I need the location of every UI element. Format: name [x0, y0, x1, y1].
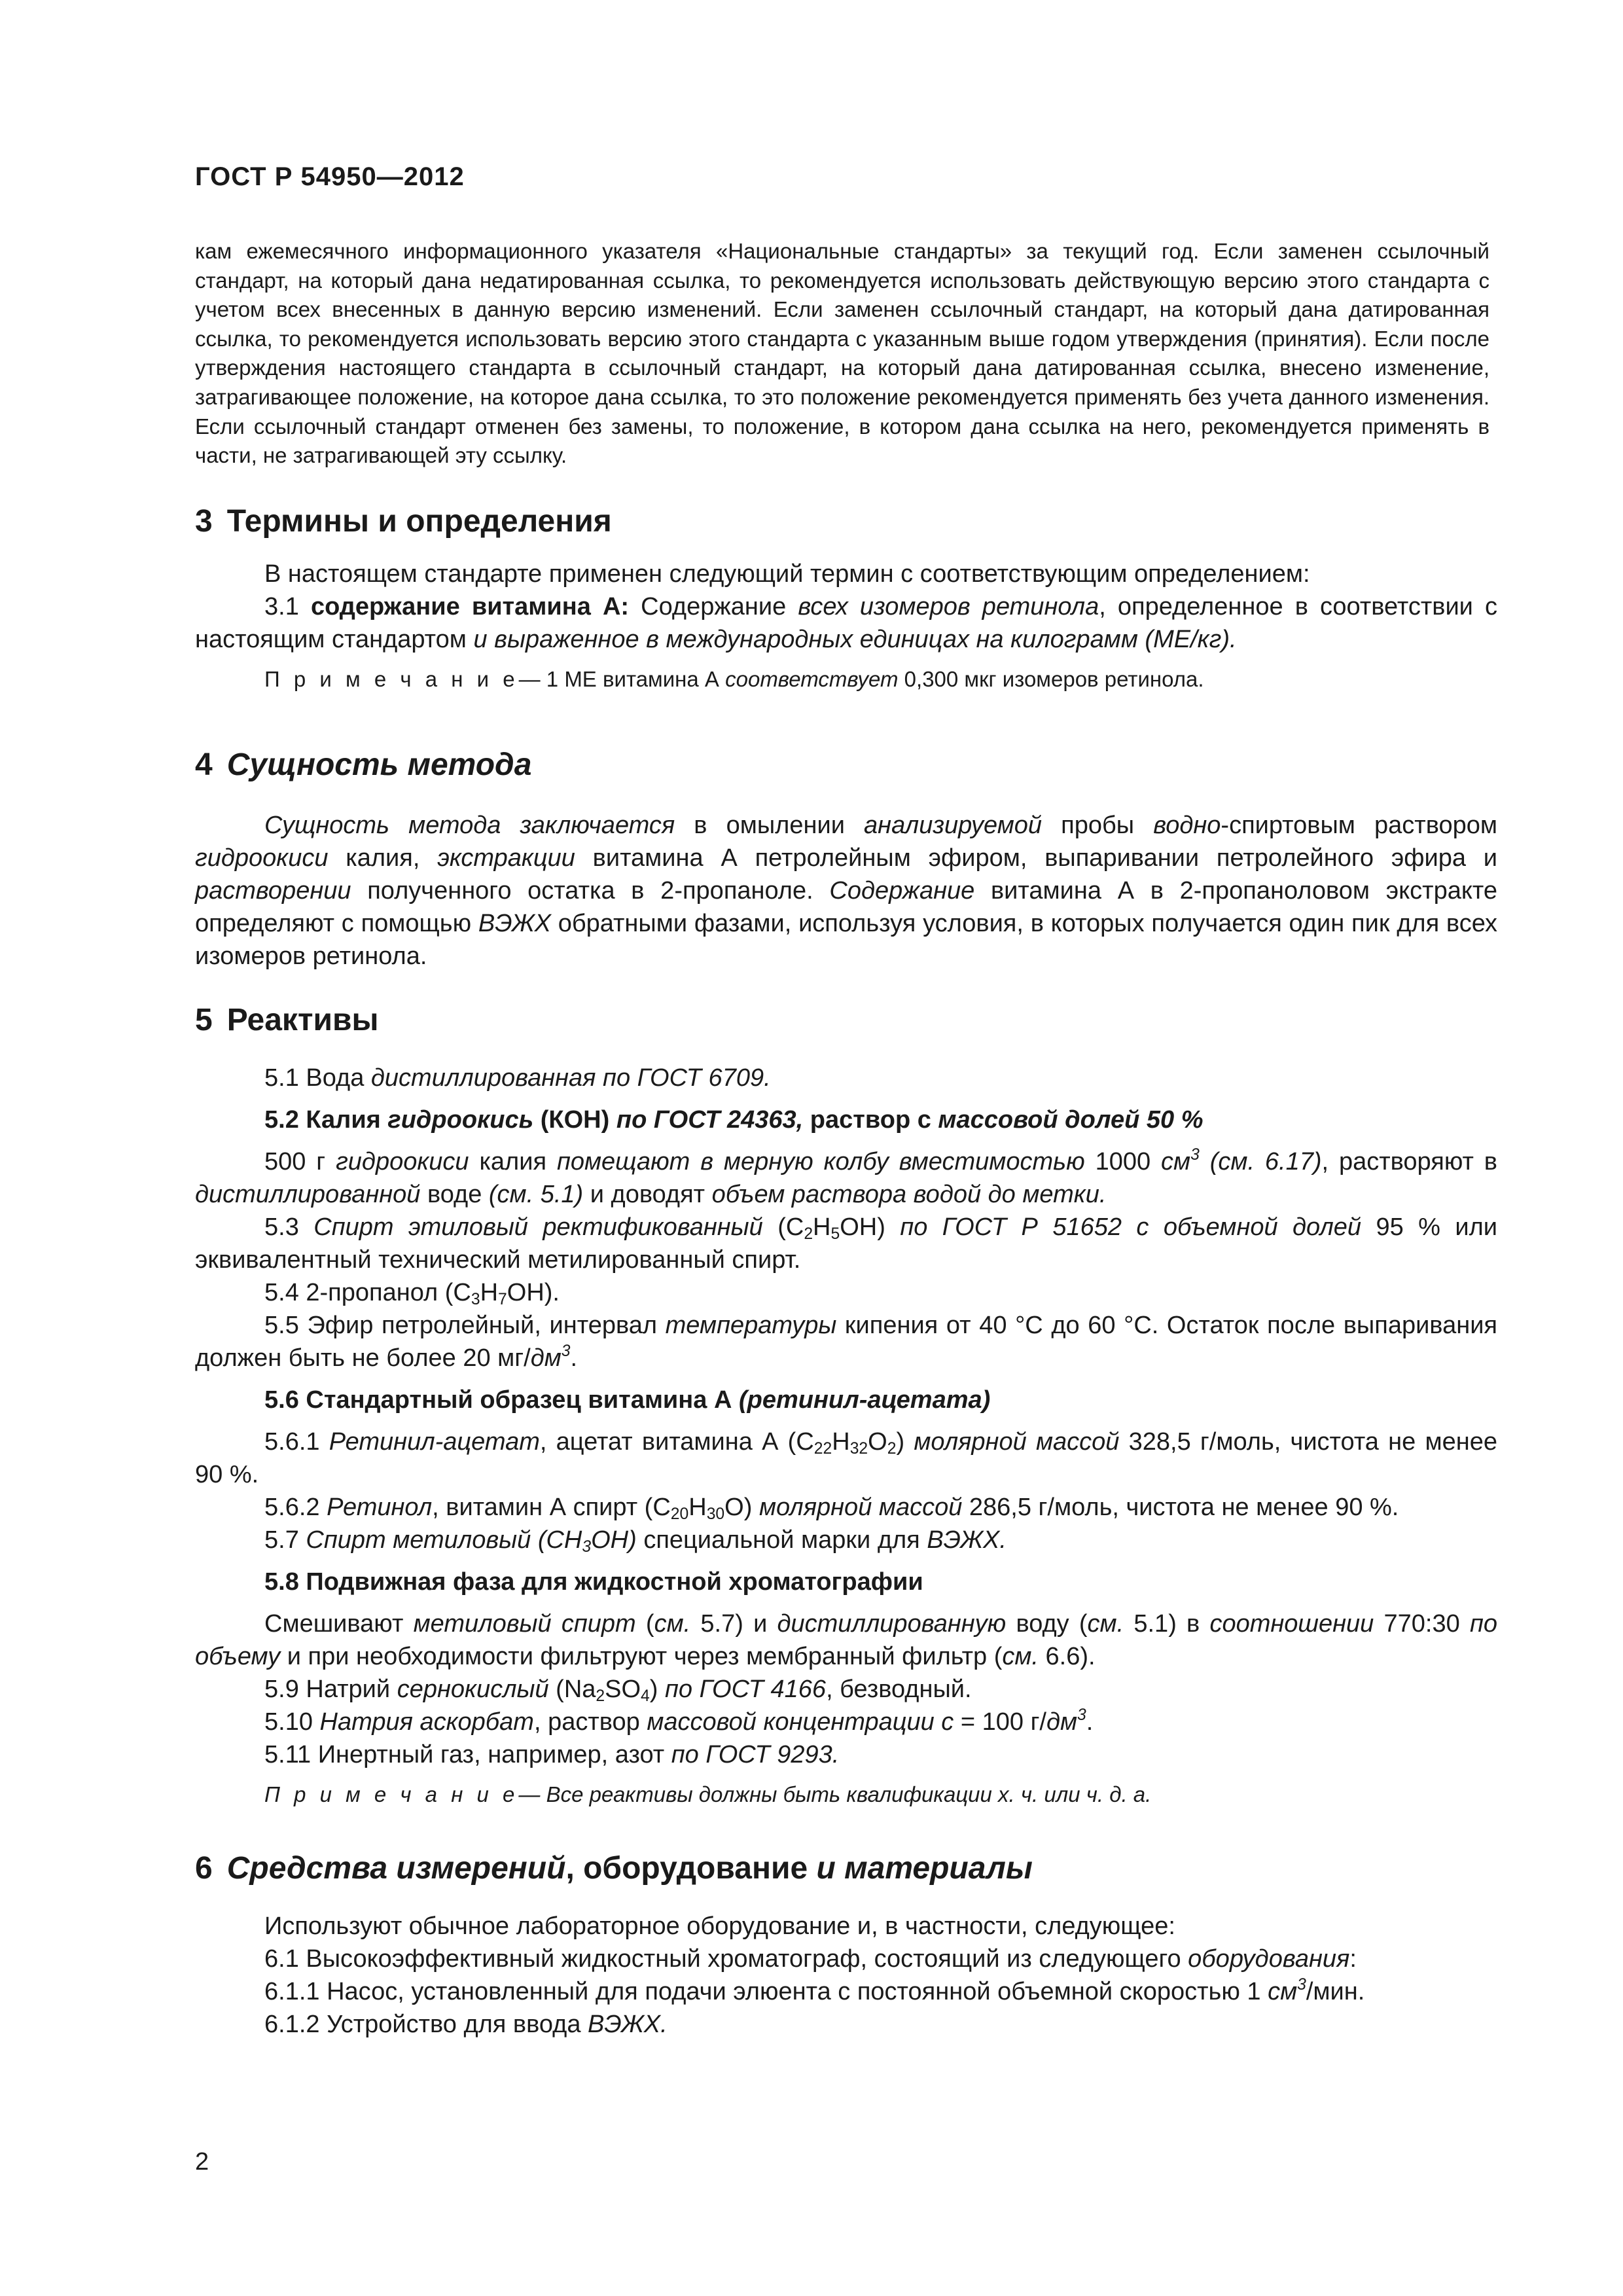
item-5-3 — [195, 1211, 1497, 1276]
text-run: . — [570, 1344, 578, 1372]
text-run: витамина А в 2-пропаноловом экстракте определяют с помощью — [195, 876, 1497, 937]
subscript: 3 — [471, 1290, 480, 1308]
item-number: 5.7 — [264, 1526, 299, 1554]
superscript: 3 — [1297, 1975, 1306, 1994]
text-run: , ацетат витамина А (C — [539, 1427, 814, 1456]
text-run: 6.6). — [1038, 1642, 1096, 1670]
item-5-11 — [195, 1738, 1497, 1771]
superscript: 3 — [1190, 1145, 1200, 1164]
item-5-4 — [195, 1276, 1497, 1309]
text-run: 2-пропанол (C — [306, 1278, 471, 1306]
text-run: см — [1268, 1977, 1298, 2005]
text-run: растворении — [195, 876, 351, 905]
text-run: дистиллированной — [195, 1180, 421, 1208]
subscript: 4 — [641, 1687, 650, 1705]
text-run: ВЭЖХ — [478, 909, 551, 937]
text-run: : — [1349, 1945, 1357, 1973]
text-run: гидроокиси — [336, 1147, 469, 1175]
item-5-8 — [195, 1566, 1497, 1598]
text-run: Высокоэффективный жидкостный хроматограф, состоящий из следующего — [306, 1945, 1188, 1973]
note-text: — Все реактивы должны быть квалификации х. ч. или ч. д. а. — [518, 1782, 1152, 1806]
item-number: 6.1.1 — [264, 1977, 320, 2005]
text-run: 1000 — [1084, 1147, 1162, 1175]
text-run: Ретинил-ацетат — [329, 1427, 540, 1456]
text-run: 770:30 — [1374, 1609, 1470, 1638]
subscript: 20 — [670, 1505, 689, 1523]
item-number: 5.3 — [264, 1213, 299, 1241]
section-5-number: 5 — [195, 1003, 213, 1037]
text-run: -спиртовым раствором — [1221, 811, 1497, 839]
subscript: 5 — [830, 1225, 840, 1243]
item-5-9 — [195, 1673, 1497, 1706]
text-run: сернокислый — [397, 1675, 549, 1703]
text-run: SO — [605, 1675, 641, 1703]
text-run: кипения от 40 °C до 60 °C. Остаток после выпаривания должен быть не более 20 мг/ — [195, 1311, 1497, 1372]
item-number: 5.8 — [264, 1568, 299, 1596]
text-run: оборудования — [1188, 1945, 1350, 1973]
item-5-6-1 — [195, 1426, 1497, 1491]
text-run: в омылении — [675, 811, 865, 839]
text-run: по ГОСТ 4166 — [665, 1675, 827, 1703]
section-3-note — [195, 665, 1497, 694]
item-number: 5.5 — [264, 1311, 299, 1339]
section-4-paragraph — [195, 809, 1497, 973]
superscript: 3 — [1077, 1706, 1086, 1724]
item-5-6-2 — [195, 1491, 1497, 1524]
section-6-title: , оборудование — [565, 1851, 817, 1886]
text-run: ) — [649, 1675, 665, 1703]
text-run: Натрий — [306, 1675, 397, 1703]
text-run: по объему — [195, 1609, 1497, 1670]
section-6-heading — [195, 1850, 1497, 1888]
item-number: 5.6.2 — [264, 1493, 320, 1521]
text-run: ВЭЖХ. — [588, 2010, 668, 2038]
note-text: соответствует — [725, 666, 899, 691]
text-run: Устройство для ввода — [327, 2010, 588, 2038]
text-run: Спирт метиловый (CH — [306, 1526, 582, 1554]
text-run: Смешивают — [264, 1609, 414, 1638]
text-run: Эфир петролейный, интервал — [307, 1311, 666, 1339]
text-run: Стандартный образец витамина А — [306, 1386, 732, 1414]
superscript: 3 — [561, 1342, 571, 1360]
text-run: , растворяют в — [1321, 1147, 1497, 1175]
item-5-6 — [195, 1384, 1497, 1416]
text-run: и доводят — [583, 1180, 712, 1208]
text-run: экстракции — [437, 844, 575, 872]
note-text: — 1 МЕ витамина А — [518, 666, 719, 691]
text-run: пробы — [1042, 811, 1154, 839]
text-run: (см. 6.17) — [1199, 1147, 1322, 1175]
text-run: массовой концентрации с — [647, 1708, 954, 1736]
section-4-heading — [195, 746, 1497, 784]
text-run: H — [813, 1213, 831, 1241]
text-run: объем раствора водой до метки. — [711, 1180, 1107, 1208]
section-6 — [195, 1850, 1497, 2041]
section-4-number: 4 — [195, 747, 213, 782]
text-run: ВЭЖХ. — [927, 1526, 1007, 1554]
item-number: 5.9 — [264, 1675, 299, 1703]
text-run: H — [832, 1427, 850, 1456]
text-run: калия, — [328, 844, 438, 872]
text-run: . — [1086, 1708, 1094, 1736]
item-number: 6.1.2 — [264, 2010, 320, 2038]
text-run: ( — [635, 1609, 654, 1638]
text-run: воду ( — [1006, 1609, 1088, 1638]
intro-paragraph: кам ежемесячного информационного указателя «Национальные стандарты» за текущий год. Если заменен ссылочный стандарт, на который дана недатированная ссылка, то рекомендуется использовать действующую версию этого стандарта с учетом всех внесенных в данную версию изменений. Если заменен ссылочный стандарт, на который дана датированная ссылка, то рекомендуется использовать версию этого стандарта с указанным выше годом утверждения (принятия). Если после утверждения настоящего стандарта в ссылочный стандарт, на который дана датированная ссылка, внесено изменение, затрагивающее положение, на которое дана ссылка, то это положение рекомендуется применять без учета данного изменения. Если ссылочный стандарт отменен без замены, то положение, в котором дана ссылка на него, рекомендуется применять в части, не затрагивающей эту ссылку. — [195, 239, 1489, 468]
text-run: по ГОСТ 24363, — [616, 1105, 804, 1134]
note-label: П р и м е ч а н и е — [264, 666, 519, 691]
text-run: O) — [724, 1493, 759, 1521]
text-run: Калия — [306, 1105, 381, 1134]
text-run: 328,5 г/моль, чистота не менее 90 %. — [195, 1427, 1497, 1488]
text-run: (КОН) — [540, 1105, 610, 1134]
text-run: Спирт этиловый ректификованный — [313, 1213, 763, 1241]
paragraph-5-8 — [195, 1607, 1497, 1673]
text-run: 95 % или эквивалентный технический метилированный спирт. — [195, 1213, 1497, 1274]
section-4 — [195, 746, 1497, 973]
text-run: H — [480, 1278, 499, 1306]
section-6-number: 6 — [195, 1851, 213, 1886]
text-run: 5.7) и — [690, 1609, 777, 1638]
text-run: анализируемой — [864, 811, 1043, 839]
section-3-number: 3 — [195, 504, 213, 539]
text-run: раствор с — [810, 1105, 931, 1134]
subscript: 22 — [813, 1439, 832, 1458]
text-run: гидроокись — [387, 1105, 534, 1134]
text-run: дистиллированную — [777, 1609, 1007, 1638]
item-number: 5.10 — [264, 1708, 313, 1736]
text-run: см. — [1087, 1609, 1124, 1638]
text-run: ) — [896, 1427, 914, 1456]
text-run: молярной массой — [914, 1427, 1120, 1456]
text-run: дм — [530, 1344, 562, 1372]
item-5-2 — [195, 1103, 1497, 1136]
item-number: 5.4 — [264, 1278, 299, 1306]
text-run: воде — [420, 1180, 489, 1208]
term-3-1-number: 3.1 — [264, 592, 299, 620]
text-run: Насос, установленный для подачи элюента с постоянной объемной скоростью 1 — [327, 1977, 1268, 2005]
item-number: 5.6.1 — [264, 1427, 320, 1456]
text-run: см — [1161, 1147, 1191, 1175]
text-run: помещают в мерную колбу вместимостью — [556, 1147, 1085, 1175]
section-3 — [195, 503, 1497, 694]
text-run: соотношении — [1209, 1609, 1374, 1638]
subscript: 7 — [498, 1290, 507, 1308]
text-run: и при необходимости фильтруют через мембранный фильтр ( — [280, 1642, 1003, 1670]
text-run: 286,5 г/моль, чистота не менее 90 %. — [962, 1493, 1399, 1521]
term-3-1-text: всех изомеров ретинола — [798, 592, 1099, 620]
text-run: H — [688, 1493, 707, 1521]
term-3-1 — [195, 590, 1497, 656]
subscript: 32 — [849, 1439, 868, 1458]
text-run: обратными фазами, используя условия, в которых получается один пик для всех изомеров ретинола. — [195, 909, 1497, 970]
term-3-1-name: содержание витамина А: — [310, 592, 630, 620]
paragraph-5-2 — [195, 1145, 1497, 1211]
section-6-intro: Используют обычное лабораторное оборудование и, в частности, следующее: — [264, 1912, 1175, 1940]
text-run: дистиллированная по ГОСТ 6709. — [370, 1064, 771, 1092]
page-number: 2 — [195, 2148, 209, 2176]
text-run: водно — [1153, 811, 1221, 839]
section-3-heading — [195, 503, 1497, 541]
text-run: метиловый спирт — [413, 1609, 636, 1638]
item-5-7 — [195, 1524, 1497, 1556]
text-run: (ретинил-ацетата) — [738, 1386, 991, 1414]
section-5-note — [195, 1780, 1497, 1809]
text-run: Натрия аскорбат — [319, 1708, 534, 1736]
item-5-5 — [195, 1309, 1497, 1374]
text-run: массовой долей 50 % — [938, 1105, 1204, 1134]
text-run: , витамин А спирт (C — [432, 1493, 671, 1521]
section-3-title: Термины и определения — [226, 504, 612, 539]
section-6-title: Средства измерений — [226, 1851, 566, 1886]
text-run: полученного остатка в 2-пропаноле. — [351, 876, 830, 905]
item-number: 5.1 — [264, 1064, 299, 1092]
text-run: температуры — [665, 1311, 837, 1339]
subscript: 2 — [596, 1687, 605, 1705]
text-run: по ГОСТ 9293. — [671, 1740, 840, 1768]
section-3-intro: В настоящем стандарте применен следующий термин с соответствующим определением: — [264, 560, 1310, 588]
item-5-10 — [195, 1706, 1497, 1738]
text-run: Вода — [306, 1064, 365, 1092]
text-run: (Na — [548, 1675, 596, 1703]
text-run: (см. 5.1) — [488, 1180, 584, 1208]
document-header: ГОСТ Р 54950—2012 — [195, 162, 465, 191]
subscript: 30 — [706, 1505, 725, 1523]
note-label: П р и м е ч а н и е — [264, 1782, 519, 1806]
term-3-1-text: Содержание — [641, 592, 787, 620]
text-run: , безводный. — [826, 1675, 972, 1703]
text-run: OH) — [840, 1213, 901, 1241]
text-run: /мин. — [1306, 1977, 1365, 2005]
subscript: 2 — [887, 1439, 897, 1458]
term-3-1-text: , определенное в соответствии с настоящим стандартом — [195, 592, 1498, 653]
item-number: 6.1 — [264, 1945, 299, 1973]
item-6-1-1 — [195, 1975, 1497, 2008]
text-run: = 100 г/ — [954, 1708, 1046, 1736]
text-run: см. — [1002, 1642, 1039, 1670]
text-run: OH) — [591, 1526, 637, 1554]
section-5 — [195, 1001, 1497, 1809]
section-5-heading — [195, 1001, 1497, 1039]
text-run: калия — [469, 1147, 557, 1175]
text-run: молярной массой — [758, 1493, 963, 1521]
item-6-1 — [195, 1943, 1497, 1975]
text-run: , раствор — [533, 1708, 647, 1736]
text-run: дм — [1046, 1708, 1078, 1736]
text-run: 5.1) в — [1124, 1609, 1210, 1638]
item-number: 5.6 — [264, 1386, 299, 1414]
text-run: 500 г — [264, 1147, 336, 1175]
text-run: Сущность метода заключается — [264, 811, 675, 839]
section-4-title: Сущность метода — [226, 747, 532, 782]
subscript: 3 — [582, 1537, 592, 1556]
text-run: гидроокиси — [195, 844, 329, 872]
item-number: 5.2 — [264, 1105, 299, 1134]
text-run: специальной марки для — [636, 1526, 927, 1554]
text-run: Подвижная фаза для жидкостной хроматографии — [306, 1568, 923, 1596]
text-run: витамина А петролейным эфиром, выпаривании петролейного эфира и — [575, 844, 1497, 872]
item-number: 5.11 — [264, 1740, 312, 1768]
text-run: см. — [654, 1609, 691, 1638]
section-5-title: Реактивы — [226, 1003, 379, 1037]
section-6-title: и материалы — [816, 1851, 1033, 1886]
note-text: 0,300 мкг изомеров ретинола. — [904, 666, 1204, 691]
text-run: по ГОСТ Р 51652 с объемной долей — [900, 1213, 1362, 1241]
text-run: (C — [762, 1213, 804, 1241]
item-5-1 — [195, 1062, 1497, 1094]
text-run: Ретинол — [327, 1493, 433, 1521]
item-6-1-2 — [195, 2008, 1497, 2041]
text-run: O — [868, 1427, 887, 1456]
text-run: Содержание — [829, 876, 975, 905]
term-3-1-text: и выраженное в международных единицах на килограмм (МЕ/кг). — [473, 625, 1237, 653]
subscript: 2 — [804, 1225, 813, 1243]
text-run: OH). — [507, 1278, 560, 1306]
text-run: Инертный газ, например, азот — [317, 1740, 671, 1768]
